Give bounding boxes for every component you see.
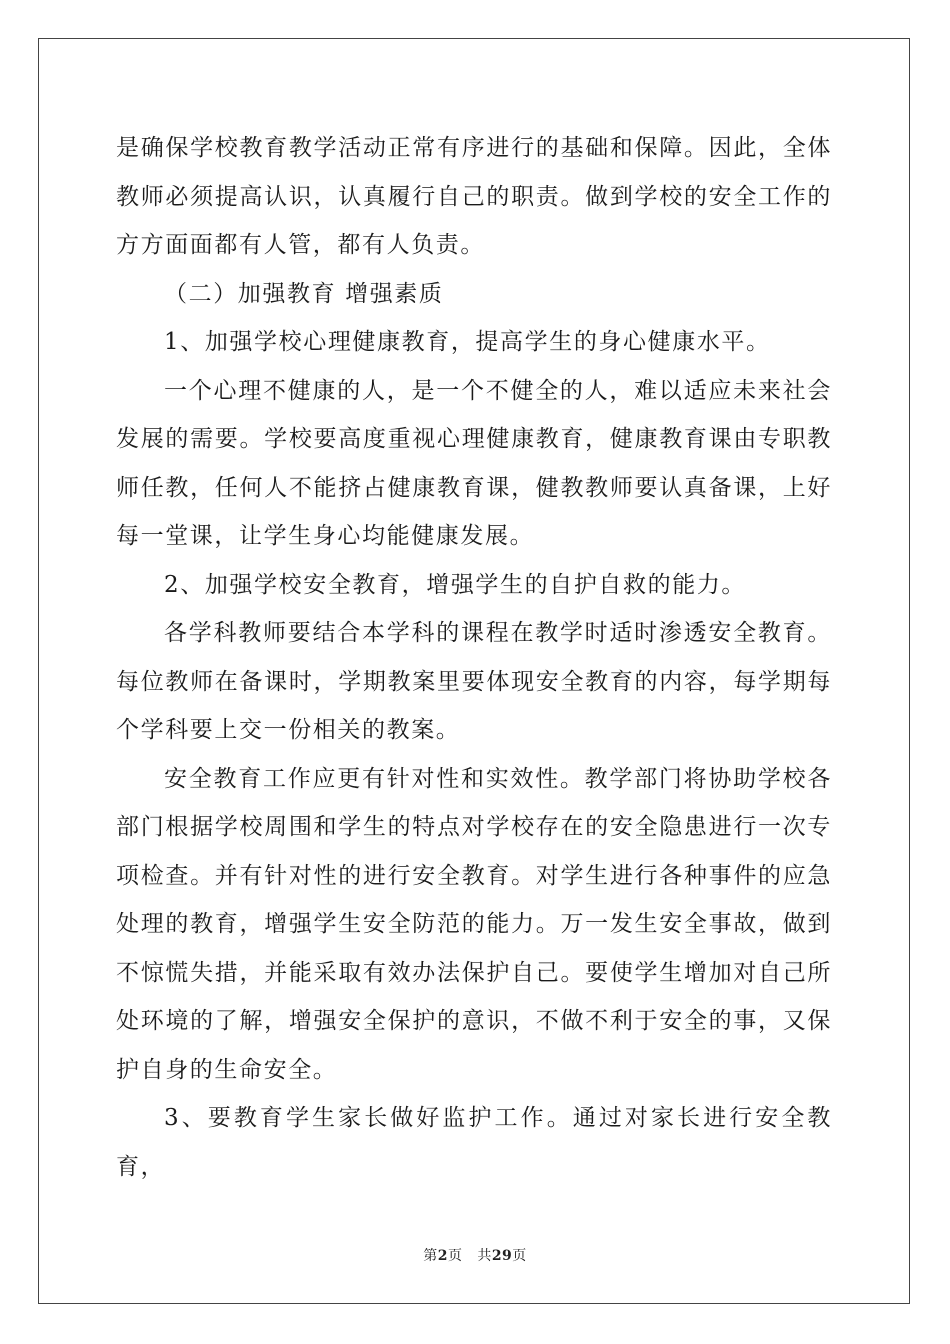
subheading: 1、加强学校心理健康教育，提高学生的身心健康水平。 [164, 329, 771, 355]
paragraph: 安全教育工作应更有针对性和实效性。教学部门将协助学校各部门根据学校周围和学生的特点对学校存在的安全隐患进行一次专项检查。并有针对性的进行安全教育。对学生进行各种事件的应急处理的教育，增强学生安全防范的能力。万一发生安全事故，做到不惊慌失措，并能采取有效办法保护自己。要使学生增加对自己所处环境的了解，增强安全保护的意识，不做不利于安全的事，又保护自身的生命安全。 [116, 765, 832, 1083]
paragraph: 3、要教育学生家长做好监护工作。通过对家长进行安全教育， [116, 1105, 832, 1180]
page-number: 2 [437, 1248, 448, 1264]
subheading: 2、加强学校安全教育，增强学生的自护自救的能力。 [164, 571, 747, 598]
page-prefix: 第 [423, 1248, 438, 1264]
paragraph: 一个心理不健康的人，是一个不健全的人，难以适应未来社会发展的需要。学校要高度重视心理健康教育，健康教育课由专职教师任教，任何人不能挤占健康教育课，健教教师要认真备课，上好每一堂课，让学生身心均能健康发展。 [116, 377, 832, 549]
total-suffix: 页 [512, 1248, 527, 1264]
total-pages: 29 [491, 1248, 513, 1264]
document-body [116, 124, 832, 1191]
paragraph: 是确保学校教育教学活动正常有序进行的基础和保障。因此，全体教师必须提高认识，认真履行自己的职责。做到学校的安全工作的方方面面都有人管，都有人负责。 [116, 135, 832, 258]
paragraph: 各学科教师要结合本学科的课程在教学时适时渗透安全教育。每位教师在备课时，学期教案里要体现安全教育的内容，每学期每个学科要上交一份相关的教案。 [116, 620, 832, 743]
page-suffix: 页 [447, 1248, 463, 1264]
section-heading: （二）加强教育 增强素质 [164, 280, 444, 307]
total-prefix: 共 [477, 1248, 492, 1264]
page-footer [0, 1245, 950, 1265]
